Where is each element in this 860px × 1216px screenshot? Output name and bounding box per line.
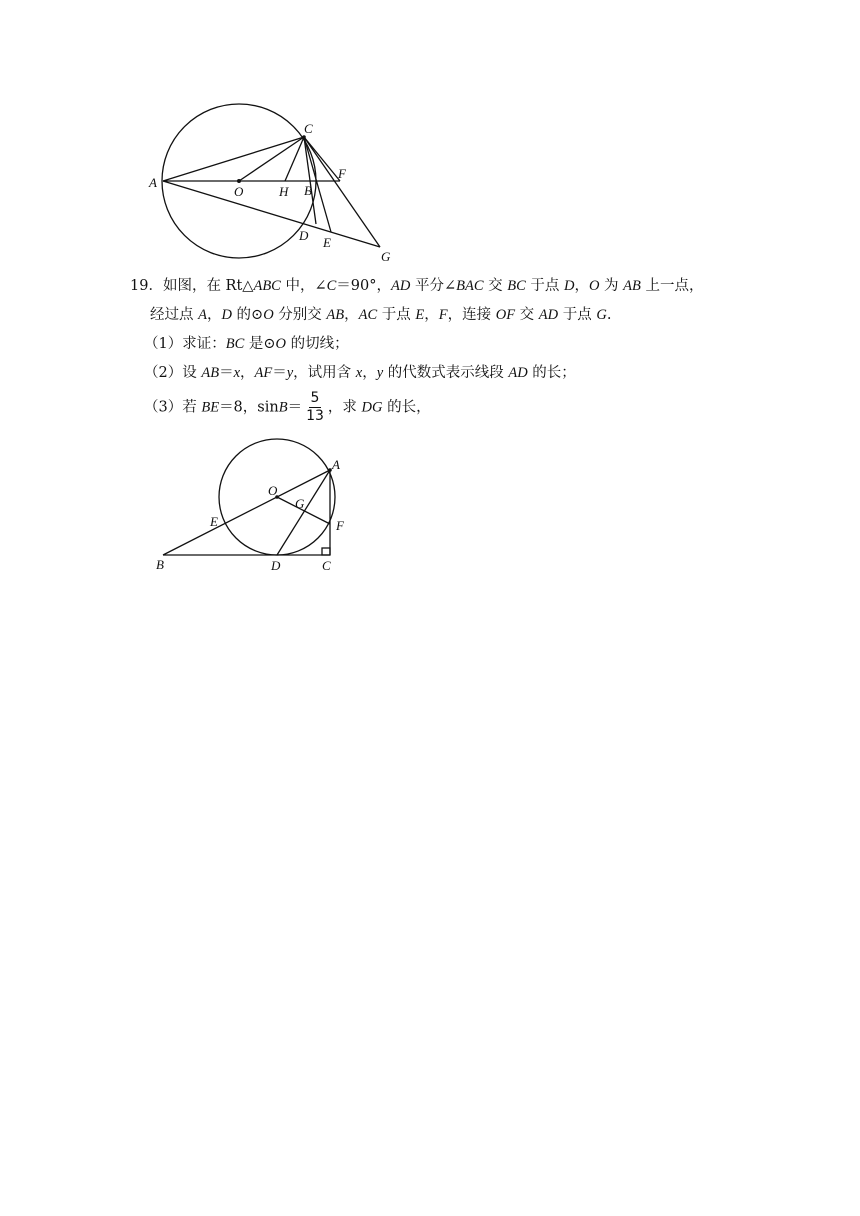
math-var: DG: [361, 399, 383, 416]
fraction-5-13: [304, 390, 326, 425]
math-var: D: [221, 307, 232, 323]
math-var: AB: [326, 307, 345, 323]
math-var: B: [278, 399, 288, 416]
problem-19: [130, 272, 830, 425]
text: 是⊙: [244, 336, 276, 352]
math-var: AC: [358, 307, 378, 323]
math-var: BC: [225, 336, 245, 352]
label-h: H: [279, 184, 289, 199]
problem-line-2: [130, 301, 830, 330]
label-a: A: [149, 175, 157, 190]
math-var: F: [438, 307, 448, 323]
math-var: A: [198, 307, 207, 323]
math-var: O: [588, 278, 600, 294]
text: （1）求证：: [144, 336, 226, 352]
math-var: O: [263, 307, 274, 323]
label-a: A: [332, 457, 340, 472]
text: 于点: [377, 307, 416, 323]
text: 的长；: [527, 365, 576, 381]
math-var: AD: [508, 365, 528, 381]
math-var: AF: [254, 365, 273, 381]
text: （2）设: [144, 365, 202, 381]
math-var: ABC: [253, 278, 281, 294]
problem-part-2: [130, 359, 830, 388]
math-var: x: [355, 365, 363, 381]
label-b: B: [156, 557, 164, 572]
text: ＝: [272, 365, 287, 381]
text: 于点: [558, 307, 597, 323]
text: （3）若: [144, 399, 202, 416]
math-var: O: [275, 336, 287, 352]
text: 中，∠: [280, 278, 327, 294]
text: 如图，在 Rt△: [162, 278, 254, 294]
segment-ac: [163, 137, 304, 181]
math-var: y: [376, 365, 384, 381]
text: ，: [206, 307, 222, 323]
problem-part-1: [130, 330, 830, 359]
text: ＝90°，: [336, 278, 391, 294]
label-f: F: [338, 166, 346, 181]
math-var: OF: [495, 307, 516, 323]
math-var: y: [286, 365, 294, 381]
problem-line-1: [130, 272, 830, 301]
figure-1-diagram: [140, 80, 410, 270]
math-var: E: [415, 307, 425, 323]
point-o: [237, 179, 241, 183]
text: 的长，: [382, 399, 431, 416]
text: ，: [240, 365, 255, 381]
text: ，: [424, 307, 439, 323]
problem-part-3: [130, 390, 830, 425]
segment-ad: [277, 470, 330, 555]
text: 的代数式表示线段: [383, 365, 509, 381]
text: 交: [483, 278, 508, 294]
text: ，求: [327, 399, 362, 416]
math-var: x: [233, 365, 240, 381]
figure-2-diagram: [150, 430, 350, 580]
text: 上一点，: [640, 278, 704, 294]
math-var: BAC: [456, 278, 484, 294]
label-o: O: [268, 483, 278, 498]
text: ＝: [287, 399, 303, 416]
fraction-numerator: 5: [310, 390, 320, 406]
text: 为: [599, 278, 624, 294]
math-var: D: [563, 278, 575, 294]
text: 的⊙: [231, 307, 264, 323]
math-var: BC: [507, 278, 526, 294]
math-var: AB: [623, 278, 641, 294]
text: ，: [574, 278, 589, 294]
text: 于点: [525, 278, 564, 294]
label-e: E: [323, 235, 331, 250]
text: 经过点: [150, 307, 199, 323]
math-var: G: [596, 307, 607, 323]
right-angle-mark: [322, 548, 330, 555]
text: 交: [515, 307, 539, 323]
segment-ag: [163, 181, 380, 247]
label-f: F: [336, 518, 344, 533]
math-var: AD: [391, 278, 411, 294]
math-var: BE: [201, 399, 220, 416]
label-e: E: [210, 514, 218, 529]
text: ，: [344, 307, 359, 323]
label-d: D: [271, 558, 281, 573]
label-c: C: [322, 558, 331, 573]
fraction-denominator: 13: [306, 408, 324, 424]
label-c: C: [304, 121, 313, 136]
label-g: G: [295, 496, 305, 511]
problem-number: 19．: [130, 278, 163, 294]
text: .: [606, 307, 612, 323]
text: ＝8，sin: [219, 399, 279, 416]
text: 平分∠: [410, 278, 457, 294]
segment-ab: [163, 470, 330, 555]
text: 的切线；: [286, 336, 349, 352]
text: 分别交: [273, 307, 327, 323]
label-b: B: [304, 183, 312, 198]
text: ，连接: [447, 307, 496, 323]
text: ＝: [219, 365, 234, 381]
math-var: C: [326, 278, 337, 294]
label-d: D: [299, 228, 309, 243]
math-var: AB: [201, 365, 220, 381]
math-var: AD: [538, 307, 559, 323]
text: ，: [362, 365, 377, 381]
text: ，试用含: [293, 365, 356, 381]
label-o: O: [234, 184, 244, 199]
label-g: G: [381, 249, 391, 264]
